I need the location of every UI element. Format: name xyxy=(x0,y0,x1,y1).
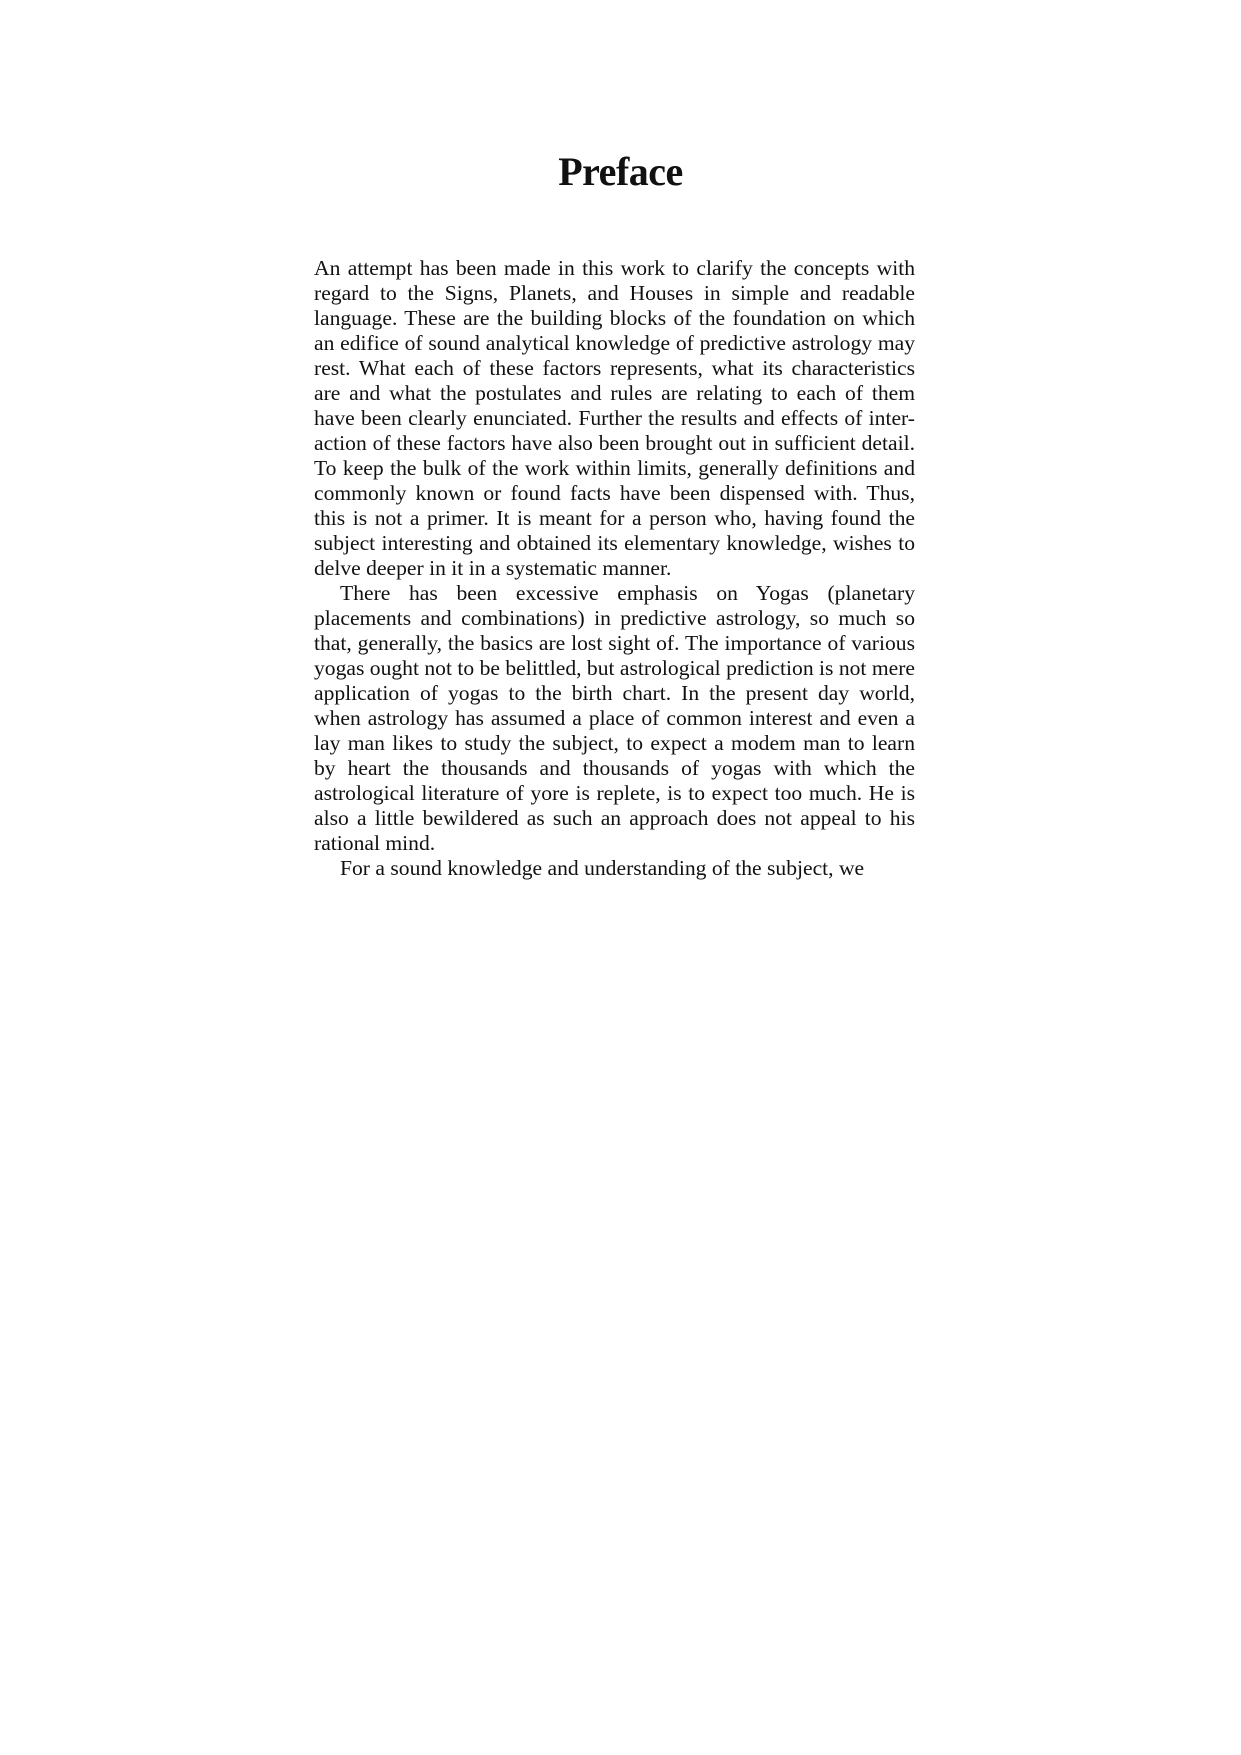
page-title: Preface xyxy=(558,149,683,194)
paragraph-2: There has been excessive emphasis on Yogas (planetary placements and combinations) in predictive astrology, so much so that, generally, the basics are lost sight of. The importance of various yogas ought not to be belittled, but astrological prediction is not mere application of yogas to the birth chart. In the present day world, when astrology has assumed a place of common interest and even a lay man likes to study the subject, to expect a modem man to learn by heart the thousands and thousands of yogas with which the astrological literature of yore is replete, is to expect too much. He is also a little bewildered as such an approach does not appeal to his rational mind. xyxy=(314,581,915,855)
paragraph-3: For a sound knowledge and understanding of the subject, we xyxy=(340,856,865,880)
paragraph-1: An attempt has been made in this work to clarify the concepts with regard to the Signs, Planets, and Houses in simple and readable language. These are the building blocks of the foundation on which an edifice of sound analytical knowledge of predictive astrology may rest. What each of these factors represents, what its characteristics are and what the postulates and rules are relating to each of them have been clearly enunciated. Further the results and effects of inter-action of these factors have also been brought out in sufficient detail. To keep the bulk of the work within limits, generally definitions and commonly known or found facts have been dispensed with. Thus, this is not a primer. It is meant for a person who, having found the subject interesting and obtained its elementary knowledge, wishes to delve deeper in it in a systematic manner. xyxy=(314,256,915,580)
body-text xyxy=(314,256,915,881)
